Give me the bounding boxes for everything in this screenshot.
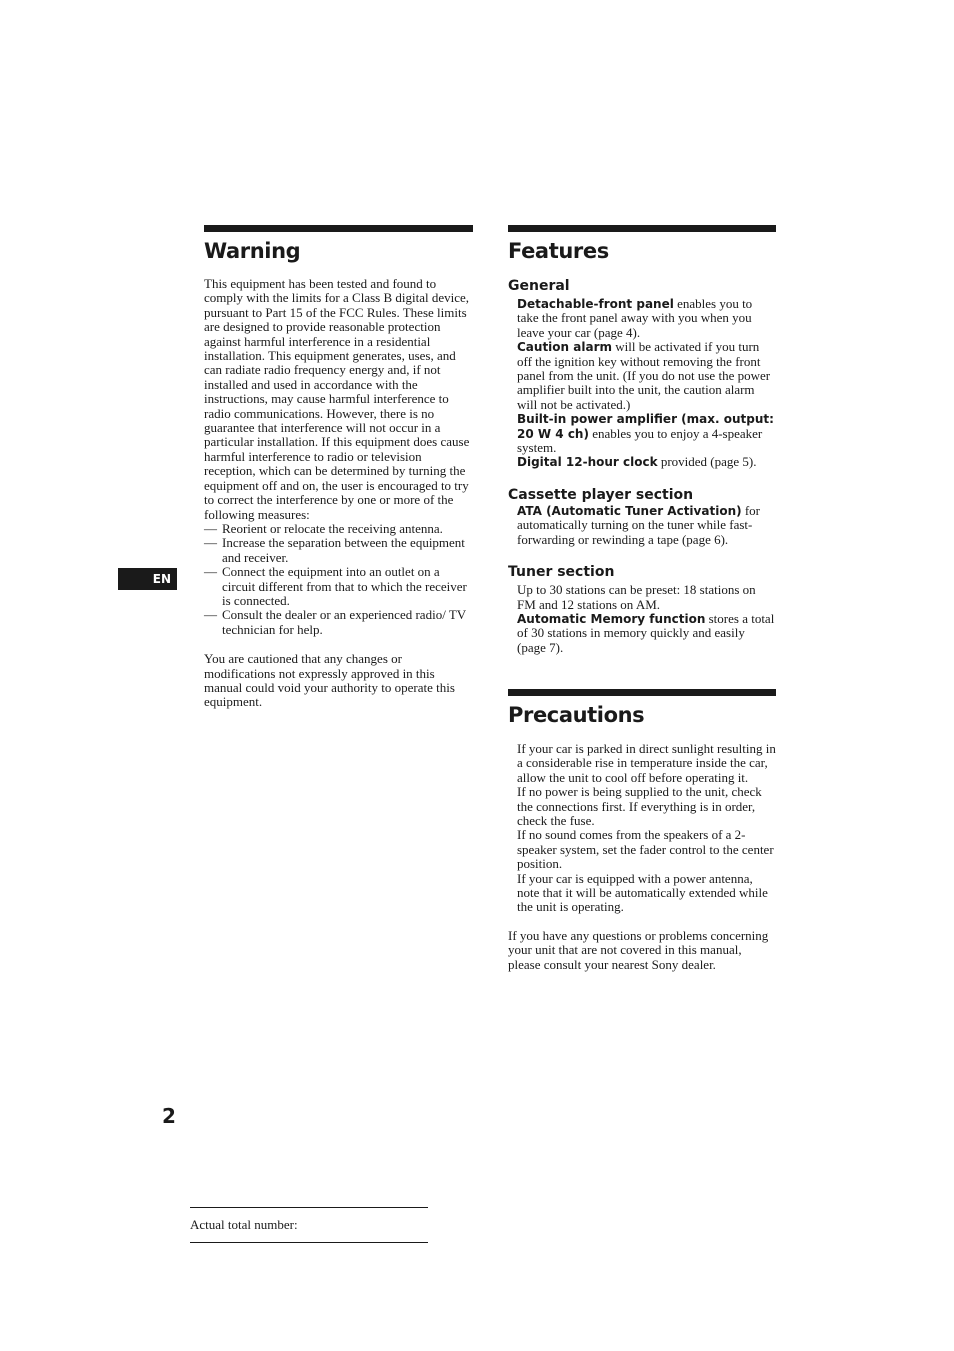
feature-desc: enables you to take the front panel away with you when you leave your car (page 4). bbox=[517, 296, 753, 340]
feature-item bbox=[517, 412, 776, 455]
precaution-item: If no sound comes from the speakers of a 2-speaker system, set the fader control to the center position. bbox=[517, 827, 774, 872]
measure-item: — Reorient or relocate the receiving antenna. bbox=[204, 522, 473, 536]
precautions-closing: If you have any questions or problems concerning your unit that are not covered in this manual, please consult your nearest Sony dealer. bbox=[508, 927, 769, 972]
feature-name: Caution alarm bbox=[517, 340, 612, 355]
feature-item bbox=[517, 455, 776, 469]
feature-item: Up to 30 stations can be preset: 18 stations on FM and 12 stations on AM. bbox=[517, 582, 756, 612]
feature-item bbox=[517, 297, 776, 340]
tuner-heading: Tuner section bbox=[508, 564, 615, 581]
precaution-item: If your car is equipped with a power antenna, note that it will be automatically extended while the unit is operating. bbox=[517, 870, 768, 915]
feature-desc: stores a total of 30 stations in memory quickly and easily (page 7). bbox=[517, 610, 775, 655]
precautions-title: Precautions bbox=[508, 703, 645, 727]
feature-name: Digital 12-hour clock bbox=[517, 455, 658, 470]
feature-desc: provided (page 5). bbox=[657, 454, 757, 470]
feature-desc: enables you to enjoy a 4-speaker system. bbox=[517, 425, 763, 456]
feature-desc: for automatically turning on the tuner while fast-forwarding or rewinding a tape (page 6). bbox=[517, 502, 761, 547]
precautions-list bbox=[508, 742, 776, 915]
measure-item: — Increase the separation between the equipment and receiver. bbox=[204, 536, 473, 565]
feature-item bbox=[517, 504, 776, 547]
feature-item bbox=[517, 340, 776, 412]
feature-name: Built-in power amplifier (max. output: 20 W 4 ch) bbox=[517, 412, 774, 441]
cassette-heading: Cassette player section bbox=[508, 486, 694, 503]
feature-desc: will be activated if you turn off the ignition key without removing the front panel from the unit. (If you do not use the power amplifier built into the unit, the caution alarm will not be activated.) bbox=[517, 339, 771, 412]
feature-item bbox=[517, 612, 776, 655]
general-heading: General bbox=[508, 278, 570, 294]
warning-section bbox=[204, 225, 473, 710]
feature-name: ATA (Automatic Tuner Activation) bbox=[517, 503, 742, 518]
features-title: Features bbox=[508, 239, 609, 263]
precaution-item: If no power is being supplied to the unit, check the connections first. If everything is in order, check the fuse. bbox=[517, 784, 762, 829]
measure-item: — Consult the dealer or an experienced radio/ TV technician for help. bbox=[204, 608, 473, 637]
warning-caution: You are cautioned that any changes or modifications not expressly approved in this manual could void your authority to operate this equipment. bbox=[204, 651, 455, 710]
precautions-section bbox=[508, 689, 776, 972]
section-rule bbox=[508, 225, 776, 232]
warning-title: Warning bbox=[204, 239, 301, 263]
general-list bbox=[508, 297, 776, 470]
section-rule bbox=[204, 225, 473, 232]
tuner-list bbox=[508, 583, 776, 655]
feature-name: Automatic Memory function bbox=[517, 611, 706, 626]
precaution-item: If your car is parked in direct sunlight resulting in a considerable rise in temperature inside the car, allow the unit to cool off before operating it. bbox=[517, 741, 776, 785]
measures-list bbox=[204, 522, 473, 637]
features-section bbox=[508, 225, 776, 655]
language-tab: EN bbox=[118, 568, 177, 590]
footer-label: Actual total number: bbox=[190, 1217, 298, 1232]
feature-name: Detachable-front panel bbox=[517, 297, 674, 311]
footer-box bbox=[190, 1207, 428, 1243]
measure-item: — Connect the equipment into an outlet on a circuit different from that to which the receiver is connected. bbox=[204, 565, 473, 608]
cassette-list bbox=[508, 504, 776, 547]
warning-body: This equipment has been tested and found to comply with the limits for a Class B digital device, pursuant to Part 15 of the FCC Rules. These limits are designed to provide reasonable protection against harmful interference in a residential installation. This equipment generates, uses, and can radiate radio frequency energy and, if not installed and used in accordance with the instructions, may cause harmful interference to radio communications. However, there is no guarantee that interference will not occur in a particular installation. If this equipment does cause harmful interference to radio or television reception, which can be determined by turning the equipment off and on, the user is encouraged to try to correct the interference by one or more of the following measures: bbox=[204, 276, 470, 522]
page-number: 2 bbox=[162, 1104, 176, 1128]
section-rule bbox=[508, 689, 776, 696]
